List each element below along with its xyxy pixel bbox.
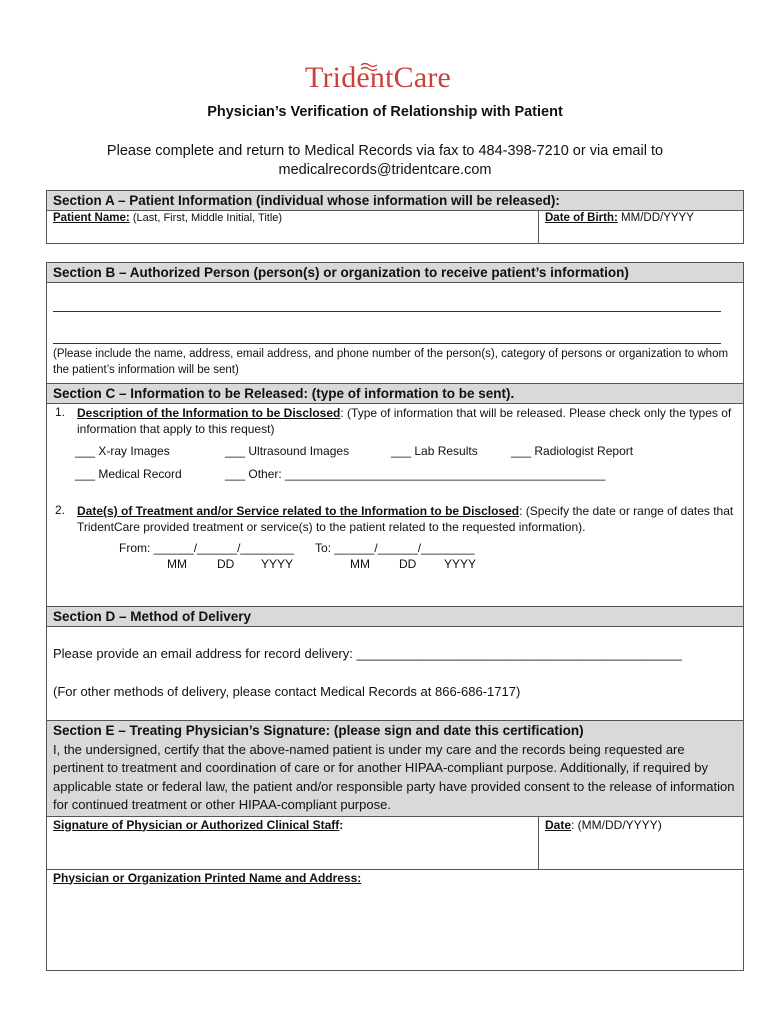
item-2-label: Date(s) of Treatment and/or Service related to the Information to be Disclosed	[77, 504, 520, 518]
to-mm-label: MM	[350, 557, 370, 571]
certification-text: I, the undersigned, certify that the above-named patient is under my care and the records being requested are pertinent to treatment and coordination of care or for another HIPAA-compliant purpose. Additionally, if required by applicable state or federal law, the patient and/or responsible party have provided consent to the release of information for continued treatment or other HIPAA-compliant purpose.	[53, 741, 735, 812]
section-c-body	[46, 404, 744, 607]
checkbox-radiologist-report[interactable]: ___ Radiologist Report	[511, 444, 634, 458]
patient-name-label: Patient Name:	[53, 212, 130, 224]
section-e-heading: Section E – Treating Physician’s Signature: (please sign and date this certification)	[53, 723, 584, 738]
from-mm-label: MM	[167, 557, 187, 571]
authorized-person-line-2	[53, 343, 721, 344]
section-c-heading: Section C – Information to be Released: (type of information to be sent).	[46, 384, 744, 404]
to-date-field[interactable]: To: ______/______/________	[315, 541, 475, 555]
signature-colon: :	[339, 817, 344, 832]
tridentcare-logo	[305, 60, 475, 100]
item-2-number: 2.	[55, 503, 66, 517]
signature-date-label: Date	[545, 817, 572, 832]
patient-name-hint: (Last, First, Middle Initial, Title)	[132, 212, 283, 224]
date-of-birth-field[interactable]	[539, 211, 743, 243]
authorized-person-line-1	[53, 311, 721, 312]
item-2-description	[77, 503, 739, 535]
from-date-field[interactable]: From: ______/______/________	[119, 541, 294, 555]
to-dd-label: DD	[399, 557, 417, 571]
section-b-heading: Section B – Authorized Person (person(s) or organization to receive patient’s information)	[46, 262, 744, 283]
signature-field[interactable]	[47, 817, 539, 869]
dob-label: Date of Birth:	[545, 212, 618, 224]
signature-date-field[interactable]	[539, 817, 743, 869]
logo-text: TridentCare	[305, 61, 452, 94]
from-yyyy-label: YYYY	[261, 557, 294, 571]
checkbox-other[interactable]: ___ Other: ________________________________________________	[225, 467, 606, 481]
section-d-body	[46, 627, 744, 721]
printed-name-label: Physician or Organization Printed Name and Address:	[53, 870, 362, 885]
checkbox-xray-images[interactable]: ___ X-ray Images	[75, 444, 170, 458]
verification-form	[46, 190, 744, 971]
item-1-description	[77, 405, 739, 437]
section-e-block	[46, 721, 744, 817]
other-delivery-note: (For other methods of delivery, please contact Medical Records at 866-686-1717)	[53, 684, 521, 699]
dob-hint: MM/DD/YYYY	[621, 212, 694, 224]
patient-name-field[interactable]	[47, 211, 539, 243]
email-delivery-field[interactable]: Please provide an email address for record delivery: _____________________________________________	[53, 646, 682, 661]
section-a-fields	[46, 211, 744, 244]
item-2-text: : (Specify the date or range of dates that TridentCare provided treatment or service(s) to the patient related to the requested information).	[77, 504, 734, 534]
page-title: Physician’s Verification of Relationship with Patient	[207, 104, 563, 120]
item-1-label: Description of the Information to be Disclosed	[77, 406, 341, 420]
to-yyyy-label: YYYY	[444, 557, 477, 571]
authorized-person-field[interactable]	[46, 283, 744, 384]
printed-name-address-field[interactable]	[46, 870, 744, 971]
checkbox-ultrasound-images[interactable]: ___ Ultrasound Images	[225, 444, 350, 458]
checkbox-lab-results[interactable]: ___ Lab Results	[391, 444, 478, 458]
intro-text: Please complete and return to Medical Records via fax to 484-398-7210 or via email to medicalrecords@tridentcare.com	[106, 143, 664, 178]
signature-row	[46, 817, 744, 870]
item-1-text: : (Type of information that will be released. Please check only the types of information that apply to this request)	[77, 406, 732, 436]
section-a-heading: Section A – Patient Information (individual whose information will be released):	[46, 190, 744, 211]
signature-date-hint: : (MM/DD/YYYY)	[571, 817, 662, 832]
signature-label: Signature of Physician or Authorized Clinical Staff	[53, 817, 340, 832]
from-dd-label: DD	[217, 557, 235, 571]
section-d-heading: Section D – Method of Delivery	[46, 607, 744, 627]
checkbox-medical-record[interactable]: ___ Medical Record	[75, 467, 182, 481]
item-1-number: 1.	[55, 405, 66, 419]
trident-wave-icon	[360, 62, 378, 72]
authorized-person-note: (Please include the name, address, email address, and phone number of the person(s), category of persons or organization to whom the patient’s information will be sent)	[53, 348, 729, 376]
